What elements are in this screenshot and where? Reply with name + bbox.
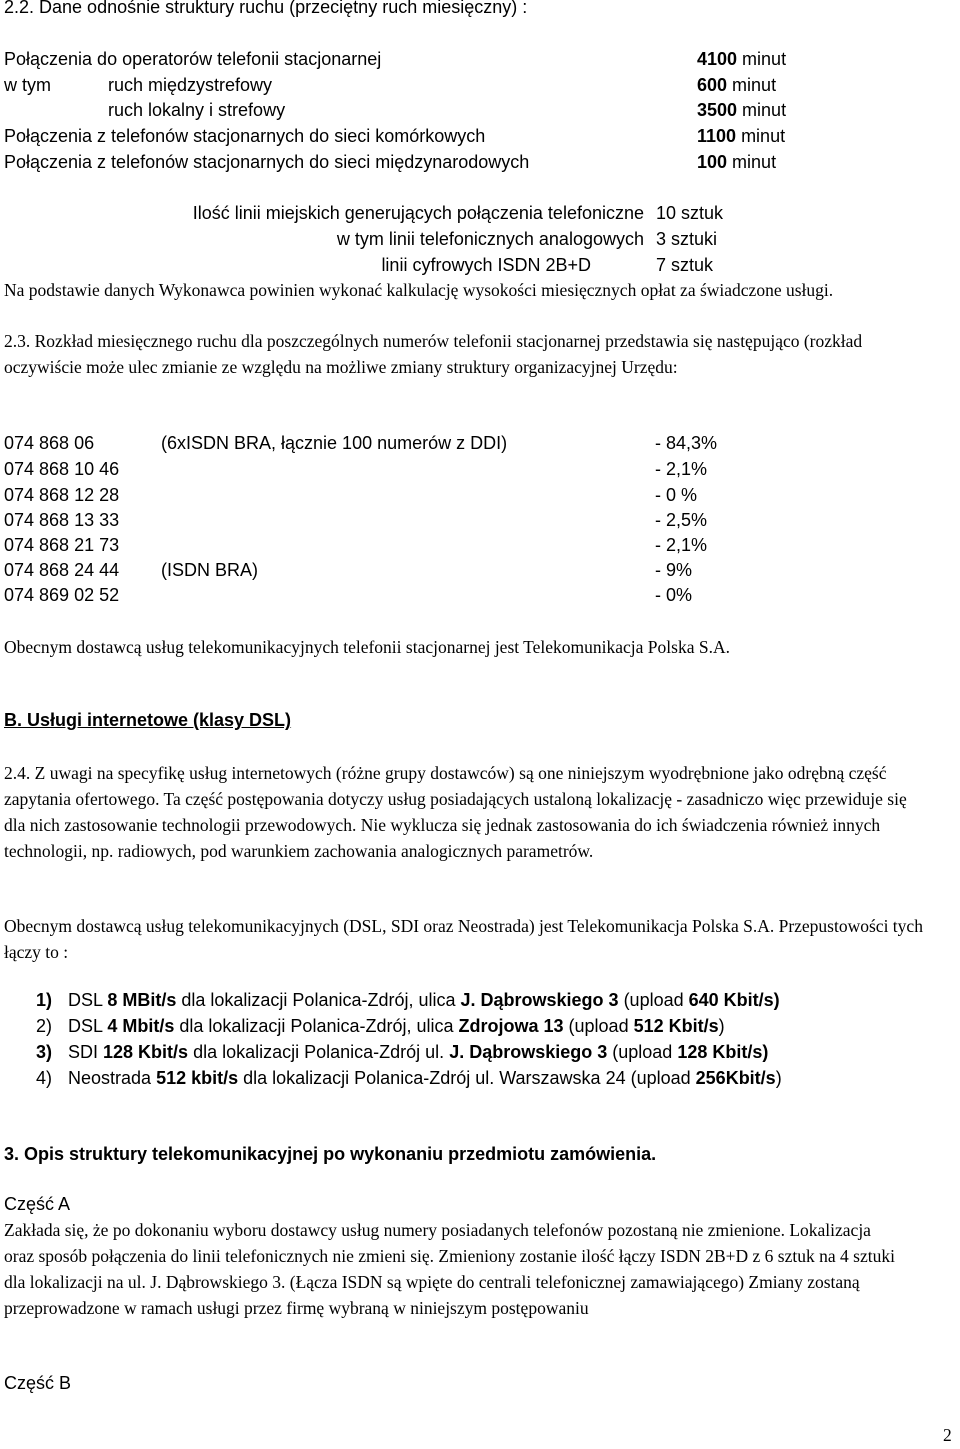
- phone-number: 074 868 12 28: [4, 485, 120, 505]
- dsl-item-text: dla lokalizacji Polanica-Zdrój, ulica: [176, 990, 461, 1010]
- dsl-item-text: 8 MBit/s: [107, 990, 177, 1010]
- dsl-item-text: ): [775, 1068, 782, 1088]
- dsl-item-text: (upload: [563, 1016, 634, 1036]
- dsl-item-text: DSL: [68, 1016, 108, 1036]
- dsl-item-text: Zdrojowa 13: [458, 1016, 564, 1036]
- dsl-item: [68, 987, 780, 1013]
- dsl-item-text: 512 Kbit/s: [633, 1016, 719, 1036]
- phone-share: - 2,1%: [655, 459, 708, 479]
- dsl-item-text: dla lokalizacji Polanica-Zdrój ul. Warszawska 24 (upload: [238, 1068, 696, 1088]
- phone-share: - 84,3%: [655, 433, 718, 453]
- phone-number: 074 868 10 46: [4, 459, 120, 479]
- phone-desc: (ISDN BRA): [161, 560, 259, 580]
- section-heading-2-2: 2.2. Dane odnośnie struktury ruchu (przeciętny ruch miesięczny) :: [4, 0, 528, 17]
- traffic-value: 1100 minut: [697, 126, 786, 146]
- basis-note: Na podstawie danych Wykonawca powinien wykonać kalkulację wysokości miesięcznych opłat za świadczone usługi.: [4, 280, 834, 300]
- phone-share: - 9%: [655, 560, 693, 580]
- lines-label: w tym linii telefonicznych analogowych: [336, 229, 644, 249]
- lines-value: 3 sztuki: [656, 229, 718, 249]
- dsl-item-text: 512 kbit/s: [156, 1068, 239, 1088]
- section-3-title: 3. Opis struktury telekomunikacyjnej po wykonaniu przedmiotu zamówienia.: [4, 1144, 657, 1164]
- phone-number: 074 868 06: [4, 433, 95, 453]
- traffic-prefix: w tym: [4, 75, 51, 95]
- provider-dsl-note: Obecnym dostawcą usług telekomunikacyjnych (DSL, SDI oraz Neostrada) jest Telekomunikacja Polska S.A. Przepustowości tych łączy to :: [4, 916, 923, 962]
- phone-share: - 0 %: [655, 485, 698, 505]
- dsl-item-text: 4 Mbit/s: [107, 1016, 175, 1036]
- phone-share: - 2,1%: [655, 535, 708, 555]
- part-b-title: Część B: [4, 1373, 72, 1393]
- phone-number: 074 868 24 44: [4, 560, 120, 580]
- dsl-item-number: 4): [36, 1068, 53, 1088]
- phone-share: - 0%: [655, 585, 693, 605]
- traffic-value: 4100 minut: [697, 49, 787, 69]
- traffic-label: Połączenia z telefonów stacjonarnych do sieci komórkowych: [4, 126, 486, 146]
- lines-label: Ilość linii miejskich generujących połączenia telefoniczne: [192, 203, 644, 223]
- phone-number: 074 869 02 52: [4, 585, 120, 605]
- dsl-item: [68, 1065, 782, 1091]
- part-a-title: Część A: [4, 1194, 71, 1214]
- dsl-item-number: 1): [36, 990, 53, 1010]
- traffic-label: Połączenia do operatorów telefonii stacjonarnej: [4, 49, 382, 69]
- dsl-item-text: (upload: [607, 1042, 678, 1062]
- lines-label: linii cyfrowych ISDN 2B+D: [381, 255, 591, 275]
- dsl-item-text: 128 Kbit/s): [677, 1042, 769, 1062]
- dsl-item-text: DSL: [68, 990, 108, 1010]
- dsl-item-text: dla lokalizacji Polanica-Zdrój, ulica: [174, 1016, 459, 1036]
- dsl-item-text: 128 Kbit/s: [103, 1042, 189, 1062]
- traffic-label: ruch lokalny i strefowy: [108, 100, 286, 120]
- lines-value: 10 sztuk: [656, 203, 724, 223]
- dsl-item: [68, 1013, 725, 1039]
- dsl-item-text: (upload: [618, 990, 689, 1010]
- paragraph-2-3: 2.3. Rozkład miesięcznego ruchu dla poszczególnych numerów telefonii stacjonarnej przedstawia się następująco (rozkład oczywiście może ulec zmianie ze względu na możliwe zmiany struktury organizacyjnej Urzędu:: [4, 331, 863, 377]
- part-a-text: Zakłada się, że po dokonaniu wyboru dostawcy usług numery posiadanych telefonów pozostaną nie zmienione. Lokalizacja oraz sposób połączenia do linii telefonicznych nie zmieni się. Zmieniony zostanie ilość łączy ISDN 2B+D z 6 sztuk na 4 sztuki dla lokalizacji na ul. J. Dąbrowskiego 3. (Łącza ISDN są wpięte do centrali telefonicznej zamawiającego) Zmiany zostaną przeprowadzone w ramach usługi przez firmę wybraną w niniejszym postępowaniu: [4, 1220, 895, 1318]
- dsl-item-text: Neostrada: [68, 1068, 157, 1088]
- phone-desc: (6xISDN BRA, łącznie 100 numerów z DDI): [161, 433, 508, 453]
- phone-share: - 2,5%: [655, 510, 708, 530]
- dsl-item-text: J. Dąbrowskiego 3: [460, 990, 619, 1010]
- dsl-item-number: 2): [36, 1016, 53, 1036]
- paragraph-2-4: 2.4. Z uwagi na specyfikę usług internetowych (różne grupy dostawców) są one niniejszym wyodrębnione jako odrębną część zapytania ofertowego. Ta część postępowania dotyczy usług posiadających ustaloną lokalizację - zasadniczo więc przewiduje się dla nich zastosowanie technologii przewodowych. Nie wyklucza się jednak zastosowania do ich świadczenia również innych technologii, np. radiowych, pod warunkiem zachowania analogicznych parametrów.: [4, 763, 907, 861]
- phone-number: 074 868 13 33: [4, 510, 120, 530]
- page-number: 2: [943, 1425, 952, 1445]
- phone-number: 074 868 21 73: [4, 535, 120, 555]
- dsl-item-text: 640 Kbit/s): [688, 990, 780, 1010]
- dsl-item-text: ): [718, 1016, 725, 1036]
- dsl-item-text: 256Kbit/s: [695, 1068, 776, 1088]
- section-b-title: B. Usługi internetowe (klasy DSL): [4, 710, 292, 730]
- traffic-value: 600 minut: [697, 75, 777, 95]
- dsl-item-text: J. Dąbrowskiego 3: [449, 1042, 608, 1062]
- dsl-item-text: SDI: [68, 1042, 104, 1062]
- dsl-item: [68, 1039, 768, 1065]
- traffic-label: ruch międzystrefowy: [108, 75, 273, 95]
- traffic-value: 100 minut: [697, 152, 777, 172]
- provider-phone-note: Obecnym dostawcą usług telekomunikacyjnych telefonii stacjonarnej jest Telekomunikacja Polska S.A.: [4, 637, 730, 657]
- traffic-value: 3500 minut: [697, 100, 787, 120]
- traffic-label: Połączenia z telefonów stacjonarnych do sieci międzynarodowych: [4, 152, 530, 172]
- lines-value: 7 sztuk: [656, 255, 714, 275]
- dsl-item-number: 3): [36, 1042, 53, 1062]
- dsl-item-text: dla lokalizacji Polanica-Zdrój ul.: [188, 1042, 450, 1062]
